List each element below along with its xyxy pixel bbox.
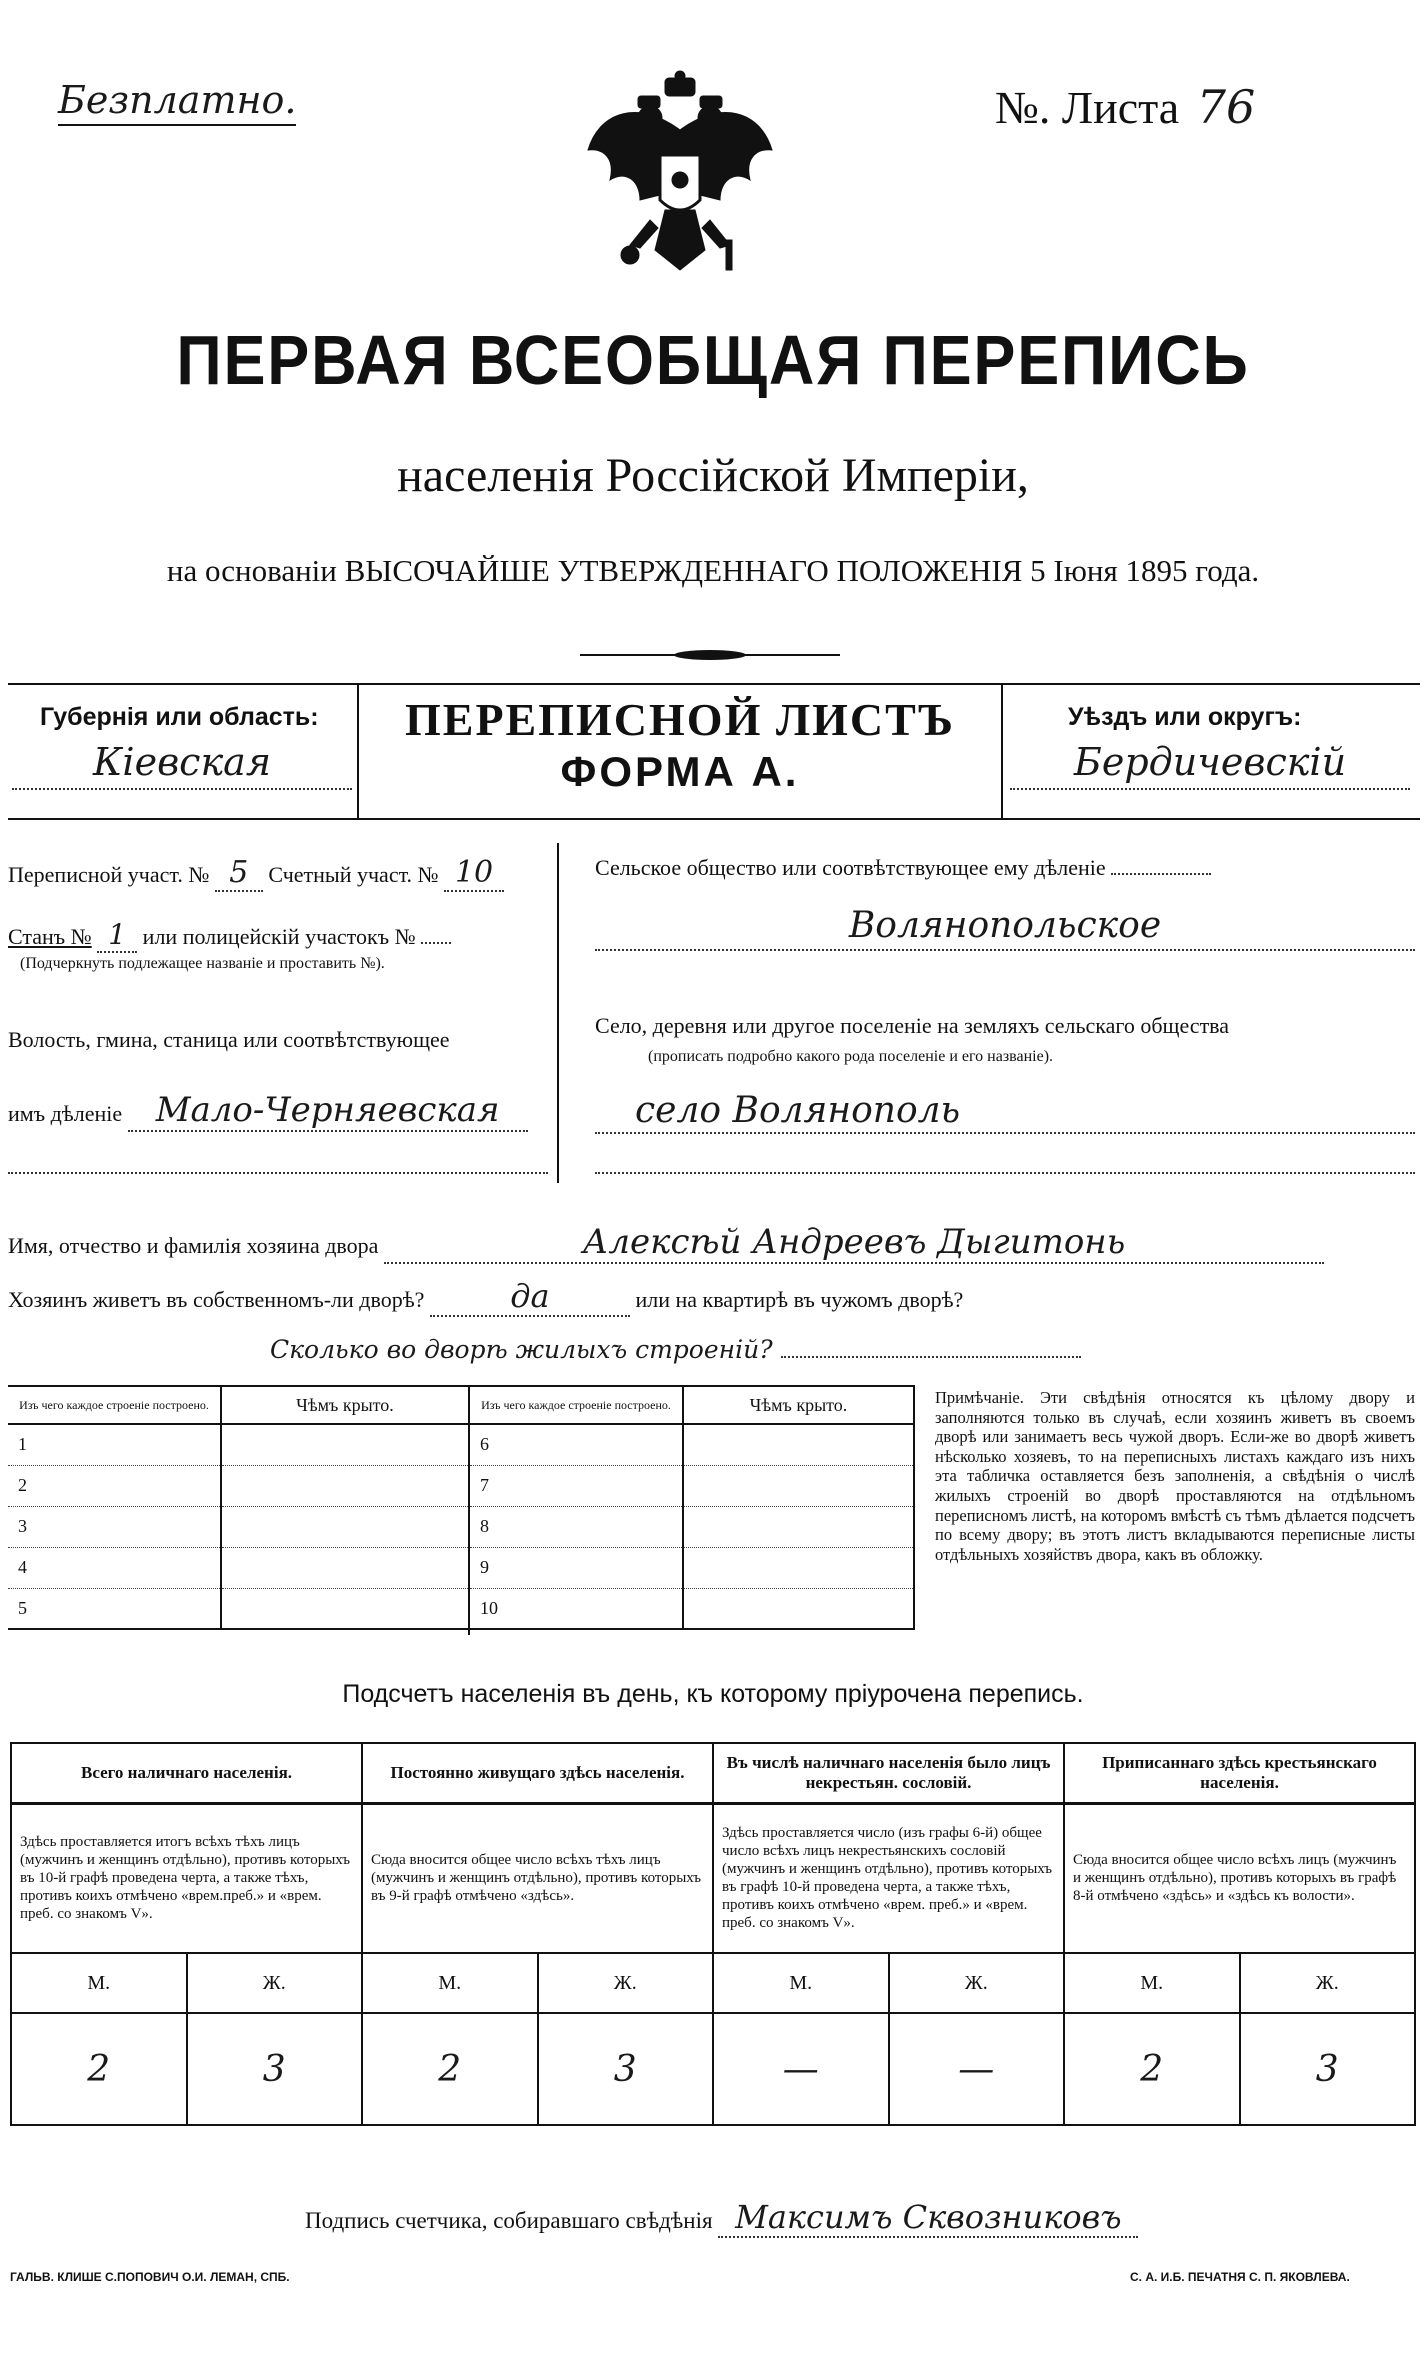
main-title: ПЕРВАЯ ВСЕОБЩАЯ ПЕРЕПИСЬ — [176, 321, 1250, 399]
society-field[interactable]: Волянопольское — [595, 905, 1415, 951]
sheet-number-label — [995, 80, 1255, 134]
society-row — [595, 855, 1211, 881]
male-count-cell[interactable]: 2 — [1064, 2013, 1240, 2125]
own-yard-label: Хозяинъ живетъ въ собственномъ-ли дворѣ? — [8, 1287, 425, 1312]
owner-name-label: Имя, отчество и фамилія хозяина двора — [8, 1233, 379, 1258]
owner-name-field[interactable]: Алексѣй Андреевъ Дыгитонь — [384, 1222, 1324, 1264]
building-row-num: 10 — [470, 1588, 683, 1629]
volost-label-2: имъ дѣленіе — [8, 1101, 123, 1126]
district-field[interactable]: Бердичевскій — [1010, 740, 1410, 790]
own-yard-row — [8, 1277, 963, 1317]
building-row-num: 6 — [470, 1424, 683, 1465]
buildings-field[interactable] — [781, 1356, 1081, 1358]
female-count-cell[interactable]: 3 — [187, 2013, 363, 2125]
volost-extra-line[interactable] — [8, 1170, 548, 1174]
signature-field[interactable]: Максимъ Сквозниковъ — [718, 2198, 1138, 2238]
free-label: Безплатно. — [58, 78, 296, 126]
ornament-divider — [580, 646, 840, 658]
female-header: Ж. — [538, 1953, 714, 2013]
volost-label: Волость, гмина, станица или соотвѣтствующее — [8, 1027, 450, 1052]
province-field[interactable]: Кіевская — [12, 740, 352, 790]
form-box-divider-right — [1001, 683, 1003, 818]
own-yard-field[interactable]: да — [430, 1277, 630, 1317]
male-count-cell[interactable]: — — [713, 2013, 889, 2125]
pop-col-head: Постоянно живущаго здѣсь населенія. — [362, 1743, 713, 1803]
pop-col-desc: Здѣсь проставляется итогъ всѣхъ тѣхъ лицъ (мужчинъ и женщинъ отдѣльно), противъ которыхъ въ 10-й графѣ проведена черта, а также тѣхъ, противъ коихъ отмѣчено «врем.преб.» и «врем. преб. со знакомъ V». — [11, 1803, 362, 1953]
signature-label: Подпись счетчика, собиравшаго свѣдѣнія — [305, 2208, 713, 2233]
building-roof-cell[interactable] — [683, 1547, 914, 1588]
building-roof-cell[interactable] — [683, 1424, 914, 1465]
printer-right: С. А. И.Б. ПЕЧАТНЯ С. П. ЯКОВЛЕВА. — [1130, 2270, 1350, 2284]
male-count-cell[interactable]: 2 — [11, 2013, 187, 2125]
subtitle: населенія Россійской Имперіи, — [397, 449, 1029, 502]
population-title: Подсчетъ населенія въ день, къ которому пріурочена перепись. — [342, 1680, 1084, 1708]
pop-col-head: Всего наличнаго населенія. — [11, 1743, 362, 1803]
buildings-note: Примѣчаніе. Эти свѣдѣнія относятся къ цѣлому двору и заполняются только въ случаѣ, если хозяинъ живетъ въ своемъ дворѣ или занимаетъ весь чужой дворъ. Если-же во дворѣ живетъ нѣсколько хозяевъ, то на переписныхъ листахъ каждаго изъ нихъ эта табличка оставляется безъ заполненія, а свѣдѣнія о числѣ жилыхъ строеній во дворѣ проставляются на отдѣльномъ переписномъ листѣ, на которомъ вмѣстѣ съ тѣмъ дѣлается подсчетъ по всему двору; въ этотъ листъ вкладываются переписные листы отдѣльныхъ хозяйствъ двора, какъ въ обложку. — [935, 1388, 1415, 1564]
district-label: Уѣздъ или округъ: — [1068, 703, 1302, 731]
building-roof-cell[interactable] — [221, 1424, 468, 1465]
province-label: Губернія или область: — [40, 703, 319, 731]
signature-row — [305, 2198, 1138, 2238]
sheet-no-label: №. Листа — [995, 82, 1180, 133]
pop-col-desc: Сюда вносится общее число всѣхъ лицъ (мужчинъ и женщинъ отдѣльно), противъ которыхъ въ графѣ 8-й отмѣчено «здѣсь» и «здѣсь къ волости». — [1064, 1803, 1415, 1953]
village-label: Село, деревня или другое поселеніе на земляхъ сельскаго общества — [595, 1013, 1230, 1038]
col-material-header: Изъ чего каждое строеніе построено. — [470, 1386, 683, 1424]
village-field[interactable]: село Волянополь — [595, 1090, 1415, 1134]
stan-label: Станъ № — [8, 924, 92, 949]
stan-field[interactable]: 1 — [97, 918, 137, 953]
building-row-num: 5 — [8, 1588, 221, 1629]
male-header: М. — [713, 1953, 889, 2013]
police-label: или полицейскій участокъ № — [142, 924, 416, 949]
printer-left: ГАЛЬВ. КЛИШЕ С.ПОПОВИЧ О.И. ЛЕМАН, СПБ. — [10, 2270, 290, 2284]
female-count-cell[interactable]: 3 — [538, 2013, 714, 2125]
count-section-field[interactable]: 10 — [444, 855, 504, 892]
building-row-num: 7 — [470, 1465, 683, 1506]
building-roof-cell[interactable] — [221, 1588, 468, 1629]
society-label: Сельское общество или соотвѣтствующее ему дѣленіе — [595, 855, 1106, 880]
building-row-num: 3 — [8, 1506, 221, 1547]
sheet-no-value: 76 — [1196, 80, 1256, 134]
building-row-num: 9 — [470, 1547, 683, 1588]
pop-col-desc: Здѣсь проставляется число (изъ графы 6-й) общее число всѣхъ лицъ некрестьянскихъ сословій (мужчинъ и женщинъ отдѣльно), противъ которыхъ въ графѣ 10-й проведена черта, а также тѣхъ, противъ коихъ отмѣчено «врем. преб.» и «врем. преб. со знакомъ V». — [713, 1803, 1064, 1953]
col-material-header: Изъ чего каждое строеніе построено. — [8, 1386, 221, 1424]
police-field[interactable] — [421, 942, 451, 944]
form-title: ПЕРЕПИСНОЙ ЛИСТЪ — [404, 694, 956, 745]
building-roof-cell[interactable] — [221, 1465, 468, 1506]
pop-col-desc: Сюда вносится общее число всѣхъ тѣхъ лицъ (мужчинъ и женщинъ отдѣльно), противъ которыхъ въ 9-й графѣ отмѣчено «здѣсь». — [362, 1803, 713, 1953]
buildings-row — [270, 1335, 1081, 1364]
col-roof-header: Чѣмъ крыто. — [683, 1386, 914, 1424]
building-row-num: 2 — [8, 1465, 221, 1506]
pop-col-head: Приписаннаго здѣсь крестьянскаго населенія. — [1064, 1743, 1415, 1803]
basis-line: на основаніи ВЫСОЧАЙШЕ УТВЕРЖДЕННАГО ПОЛОЖЕНІЯ 5 Іюня 1895 года. — [166, 553, 1260, 588]
building-roof-cell[interactable] — [683, 1465, 914, 1506]
female-header: Ж. — [889, 1953, 1065, 2013]
buildings-table-right — [470, 1385, 915, 1630]
double-headed-eagle-icon — [570, 70, 790, 285]
volost-field[interactable]: Мало-Черняевская — [128, 1090, 528, 1132]
buildings-table-left — [8, 1385, 468, 1630]
female-count-cell[interactable]: 3 — [1240, 2013, 1416, 2125]
female-count-cell[interactable]: — — [889, 2013, 1065, 2125]
building-row-num: 4 — [8, 1547, 221, 1588]
village-extra-line[interactable] — [595, 1170, 1415, 1174]
female-header: Ж. — [1240, 1953, 1416, 2013]
stan-note: (Подчеркнуть подлежащее названіе и проставить №). — [20, 955, 385, 972]
building-roof-cell[interactable] — [221, 1506, 468, 1547]
rented-label: или на квартирѣ въ чужомъ дворѣ? — [635, 1287, 964, 1312]
building-roof-cell[interactable] — [221, 1547, 468, 1588]
owner-name-row — [8, 1222, 1324, 1264]
fields-column-divider — [557, 843, 559, 1183]
male-count-cell[interactable]: 2 — [362, 2013, 538, 2125]
male-header: М. — [11, 1953, 187, 2013]
society-field-start[interactable] — [1111, 873, 1211, 875]
census-section-row — [8, 855, 504, 892]
col-roof-header: Чѣмъ крыто. — [221, 1386, 468, 1424]
population-table — [10, 1742, 1416, 2126]
building-row-num: 8 — [470, 1506, 683, 1547]
form-subtitle: ФОРМА А. — [560, 748, 800, 795]
building-roof-cell[interactable] — [683, 1506, 914, 1547]
building-row-num: 1 — [8, 1424, 221, 1465]
stan-row — [8, 918, 451, 953]
village-note: (прописать подробно какого рода поселеніе и его названіе). — [648, 1048, 1054, 1065]
census-section-field[interactable]: 5 — [215, 855, 263, 892]
female-header: Ж. — [187, 1953, 363, 2013]
male-header: М. — [362, 1953, 538, 2013]
form-box-divider-left — [357, 683, 359, 818]
pop-col-head: Въ числѣ наличнаго населенія было лицъ некрестьян. сословій. — [713, 1743, 1064, 1803]
male-header: М. — [1064, 1953, 1240, 2013]
census-section-label: Переписной участ. № — [8, 862, 210, 887]
buildings-label: Сколько во дворѣ жилыхъ строеній? — [270, 1335, 773, 1364]
volost-row — [8, 1090, 528, 1132]
building-roof-cell[interactable] — [683, 1588, 914, 1629]
count-section-label: Счетный участ. № — [268, 862, 439, 887]
